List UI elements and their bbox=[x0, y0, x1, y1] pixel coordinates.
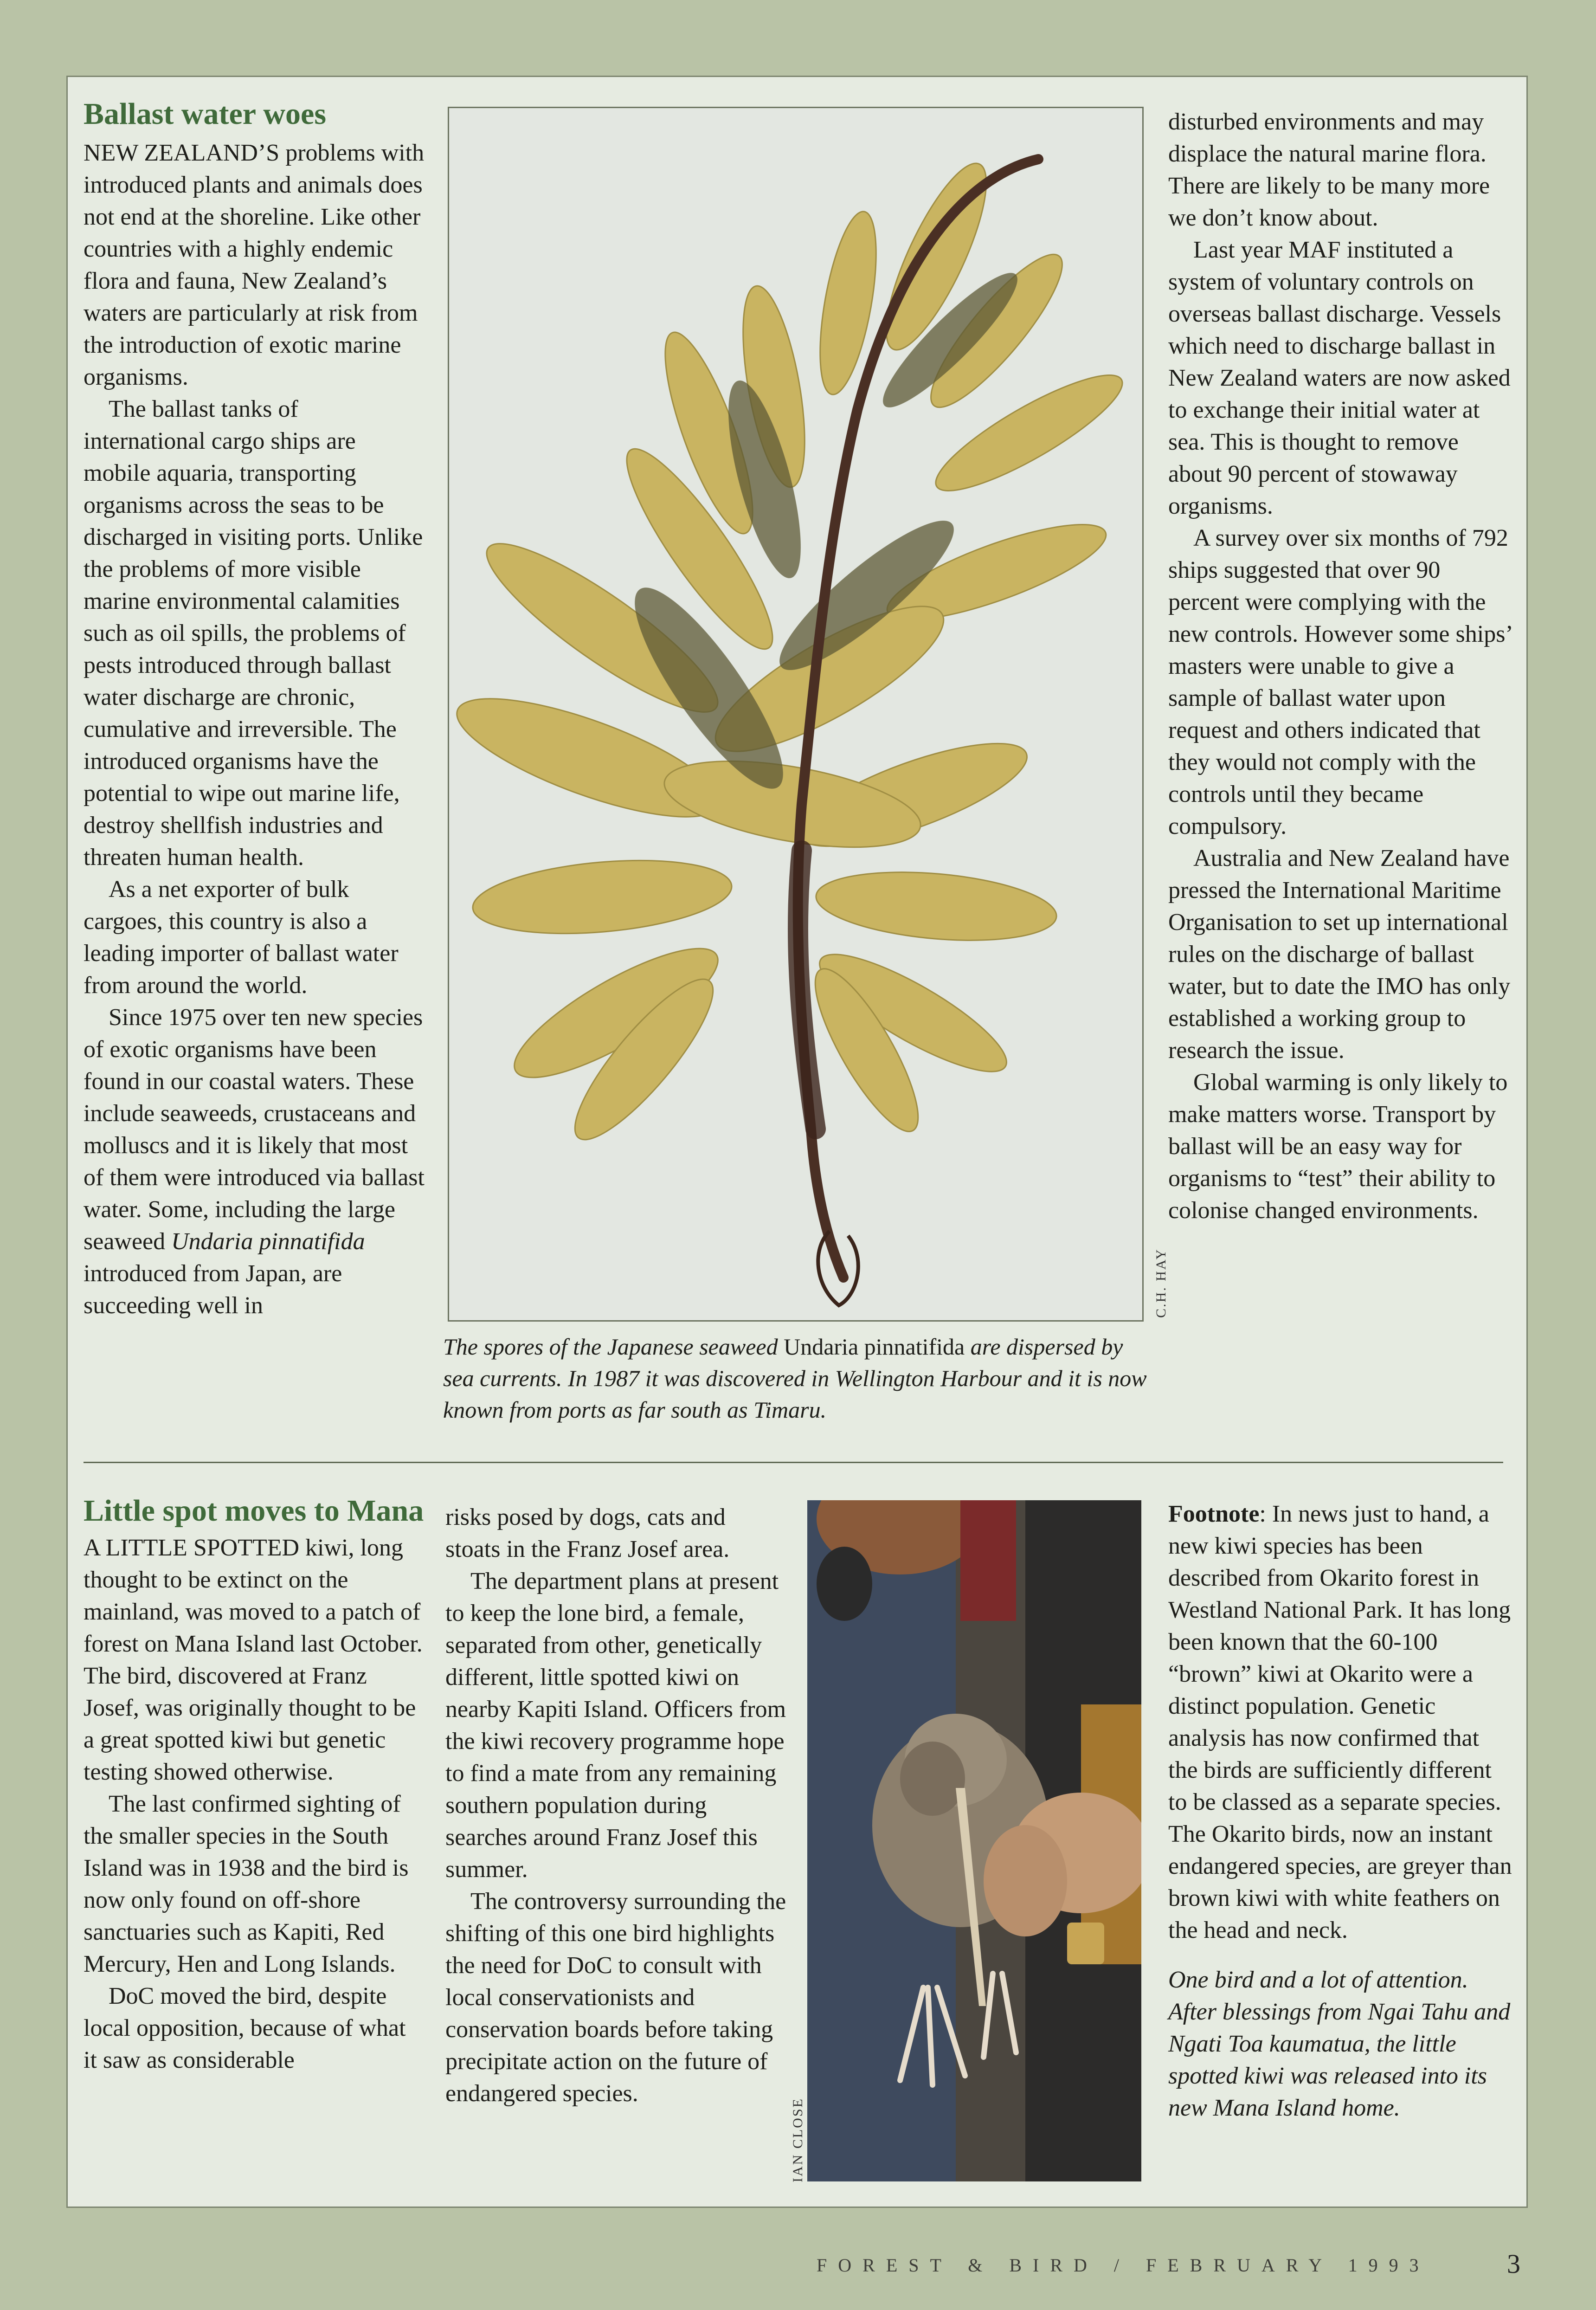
article2-paragraph: The controversy surrounding the shifting of this one bird highlights the need for DoC to consult with local conservationists and conservation boards before taking precipitate action on the future of endangered species. bbox=[445, 1888, 786, 2107]
article1-column1 bbox=[84, 95, 425, 1322]
caption-species-name: Undaria pinnatifida bbox=[784, 1334, 965, 1360]
article1-text: Since 1975 over ten new species of exotic organisms have been found in our coastal waters. These include seaweeds, crustaceans and molluscs and it is likely that most of them were introduced via ballast water. Some, including the large seaweed bbox=[84, 1004, 425, 1255]
page-number: 3 bbox=[1507, 2249, 1520, 2279]
kiwi-caption: One bird and a lot of attention. After blessings from Ngai Tahu and Ngati Toa kaumatua, the little spotted kiwi was released into its new Mana Island home. bbox=[1168, 1967, 1511, 2121]
article1-heading: Ballast water woes bbox=[84, 97, 327, 131]
article2-paragraph: A LITTLE SPOTTED kiwi, long thought to be extinct on the mainland, was moved to a patch of forest on Mana Island last October. The bird, discovered at Franz Josef, was originally thought to be a great spotted kiwi but genetic testing showed otherwise. bbox=[84, 1535, 423, 1785]
seaweed-photo bbox=[448, 107, 1144, 1322]
kiwi-illustration bbox=[807, 1500, 1141, 2181]
article2-heading: Little spot moves to Mana bbox=[84, 1494, 424, 1528]
article1-column3 bbox=[1168, 106, 1512, 1226]
article2-paragraph: risks posed by dogs, cats and stoats in the Franz Josef area. bbox=[445, 1504, 730, 1562]
article2-paragraph: The last confirmed sighting of the smaller species in the South Island was in 1938 and the bird is now only found on off-shore sanctuaries such as Kapiti, Red Mercury, Hen and Long Islands. bbox=[84, 1791, 409, 1977]
caption-text: are dispersed by sea currents. In 1987 it was discovered in Wellington Harbour and it is now known from ports as far south as Timaru. bbox=[443, 1334, 1147, 1423]
caption-text: The spores of the Japanese seaweed bbox=[443, 1334, 784, 1360]
article1-paragraph: As a net exporter of bulk cargoes, this country is also a leading importer of ballast water from around the world. bbox=[84, 876, 399, 999]
seaweed-photo-credit: C.H. HAY bbox=[1153, 1248, 1169, 1318]
footnote-text: : In news just to hand, a new kiwi species has been described from Okarito forest in Westland National Park. It has long been known that the 60-100 “brown” kiwi at Okarito were a distinct population. Genetic analysis has now confirmed that the birds are sufficiently different to be classed as a separate species. The Okarito birds, now an instant endangered species, are greyer than brown kiwi with white feathers on the head and neck. bbox=[1168, 1501, 1512, 1943]
article1-paragraph: Last year MAF instituted a system of voluntary controls on overseas ballast discharge. Vessels which need to discharge ballast in New Zealand waters are now asked to exchange their initial water at sea. This is thought to remove about 90 percent of stowaway organisms. bbox=[1168, 237, 1511, 519]
page-footer: FOREST & BIRD / FEBRUARY 1993 bbox=[817, 2255, 1430, 2276]
article1-paragraph: NEW ZEALAND’S problems with introduced plants and animals does not end at the shoreline. Like other countries with a highly endemic flora and fauna, New Zealand’s waters are particularly at risk from the introduction of exotic marine organisms. bbox=[84, 140, 425, 390]
article1-paragraph bbox=[84, 1001, 425, 1322]
article1-paragraph: The ballast tanks of international cargo ships are mobile aquaria, transporting organisms across the seas to be discharged in visiting ports. Unlike the problems of more visible marine environmental calamities such as oil spills, the problems of pests introduced through ballast water discharge are chronic, cumulative and irreversible. The introduced organisms have the potential to wipe out marine life, destroy shellfish industries and threaten human health. bbox=[84, 396, 423, 871]
seaweed-illustration bbox=[449, 108, 1144, 1322]
article1-text: introduced from Japan, are succeeding well in bbox=[84, 1260, 342, 1319]
article2-column2 bbox=[445, 1501, 786, 2110]
article2-paragraph: DoC moved the bird, despite local opposition, because of what it saw as considerable bbox=[84, 1983, 406, 2073]
article1-paragraph: Global warming is only likely to make matters worse. Transport by ballast will be an easy way for organisms to “test” their ability to colonise changed environments. bbox=[1168, 1069, 1508, 1224]
kiwi-photo-credit: IAN CLOSE bbox=[790, 2097, 805, 2182]
section-divider bbox=[84, 1462, 1503, 1463]
article2-paragraph: The department plans at present to keep the lone bird, a female, separated from other, genetically different, little spotted kiwi on nearby Kapiti Island. Officers from the kiwi recovery programme hope to find a mate from any remaining southern population during searches around Franz Josef this summer. bbox=[445, 1568, 786, 1883]
article2-column4 bbox=[1168, 1498, 1514, 2124]
article2-column1 bbox=[84, 1492, 425, 2076]
article1-paragraph: Australia and New Zealand have pressed the International Maritime Organisation to set up international rules on the discharge of ballast water, but to date the IMO has only established a working group to research the issue. bbox=[1168, 845, 1511, 1064]
footnote-paragraph bbox=[1168, 1498, 1514, 1946]
article1-paragraph: A survey over six months of 792 ships suggested that over 90 percent were complying with the new controls. However some ships’ masters were unable to give a sample of ballast water upon request and others indicated that they would not comply with the controls until they became compulsory. bbox=[1168, 525, 1512, 839]
article1-species-name: Undaria pinnatifida bbox=[171, 1228, 365, 1255]
article1-paragraph: disturbed environments and may displace the natural marine flora. There are likely to be many more we don’t know about. bbox=[1168, 109, 1490, 231]
kiwi-photo bbox=[807, 1500, 1141, 2181]
seaweed-caption bbox=[443, 1331, 1153, 1426]
footnote-label: Footnote bbox=[1168, 1501, 1260, 1527]
